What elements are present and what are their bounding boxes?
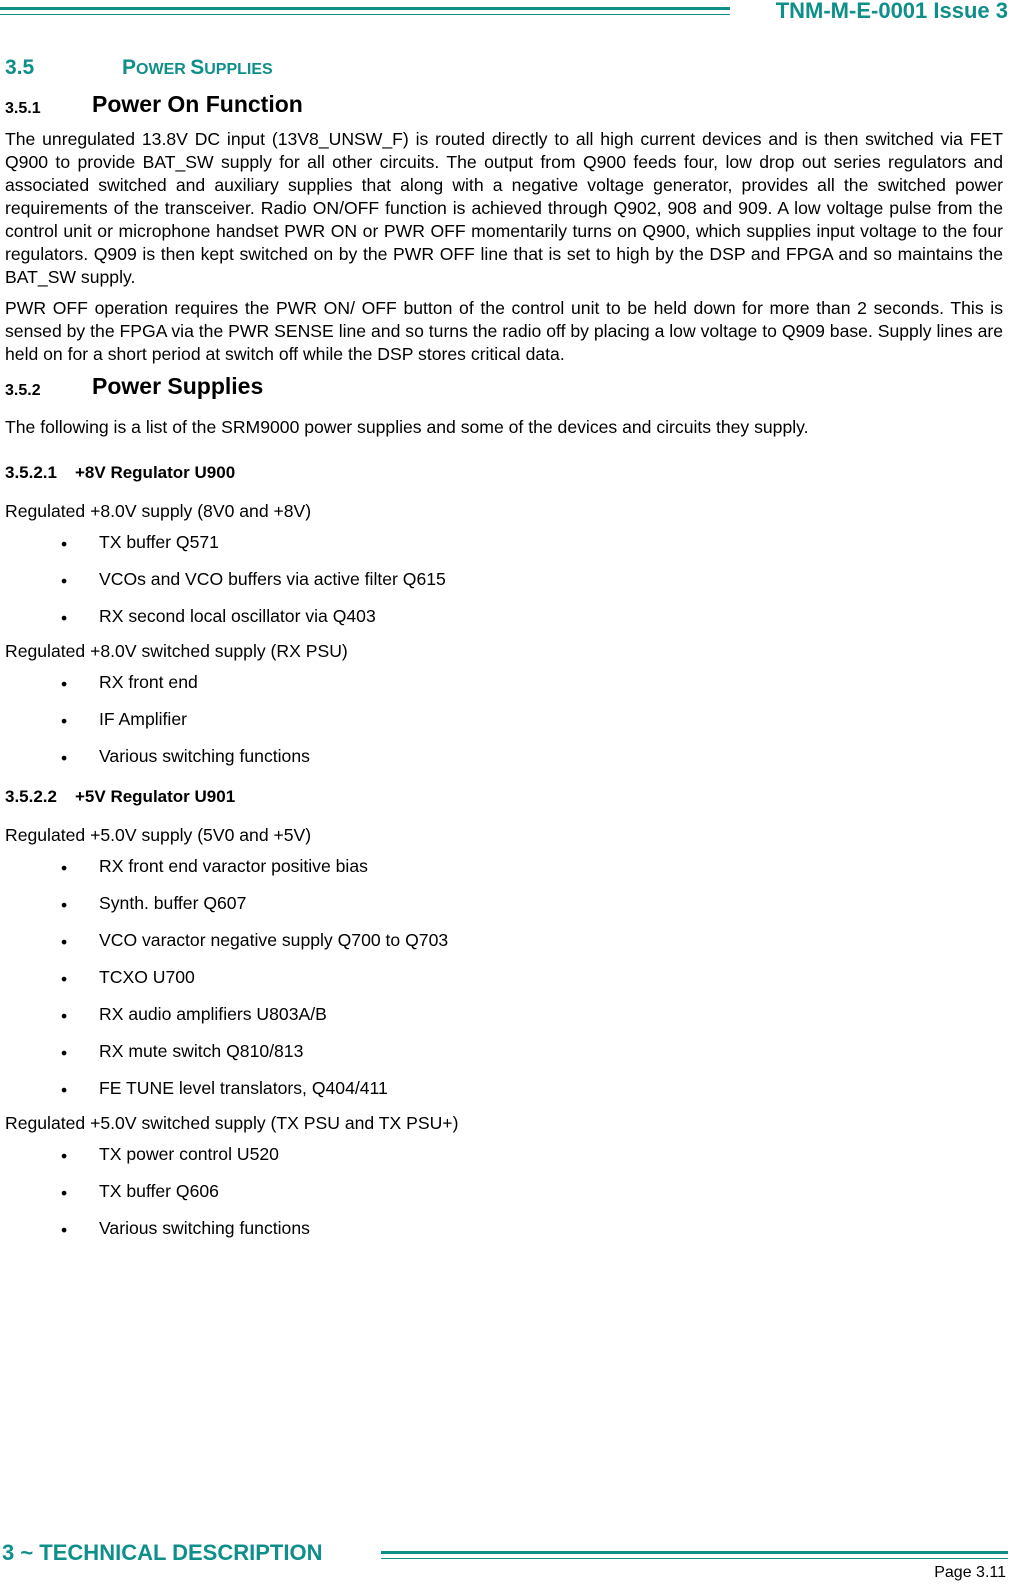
bullet: • xyxy=(61,1043,68,1063)
section-heading xyxy=(5,52,1003,88)
list-item-text: Various switching functions xyxy=(99,746,310,766)
list-item-text: VCOs and VCO buffers via active filter Q615 xyxy=(99,569,446,589)
list-item-text: TX buffer Q571 xyxy=(99,532,219,552)
list-item-text: Various switching functions xyxy=(99,1218,310,1238)
bullet-list xyxy=(5,532,1003,640)
bullet: • xyxy=(61,969,68,989)
bullet: • xyxy=(61,534,68,554)
page-content xyxy=(5,52,1003,1255)
bullet: • xyxy=(61,1006,68,1026)
list-item-text: RX second local oscillator via Q403 xyxy=(99,606,376,626)
bullet: • xyxy=(61,748,68,768)
chapter-title: 3 ~ TECHNICAL DESCRIPTION xyxy=(2,1540,323,1565)
list-item-text: RX audio amplifiers U803A/B xyxy=(99,1004,327,1024)
bullet: • xyxy=(61,674,68,694)
regulator-8v-heading: 3.5.2.1 +8V Regulator U900 xyxy=(5,463,236,482)
paragraph: The following is a list of the SRM9000 power supplies and some of the devices and circuits they supply. xyxy=(5,417,809,437)
paragraph: The unregulated 13.8V DC input (13V8_UNSW_F) is routed directly to all high current devices and is then switched via FET Q900 to provide BAT_SW supply for all other circuits. The output from Q900 feeds four, low drop out series regulators and associated switched and auxiliary supplies that along with a negative voltage generator, provides all the switched power requirements of the transceiver. Radio ON/OFF function is achieved through Q902, 908 and 909. A low voltage pulse from the control unit or microphone handset PWR ON or PWR OFF momentarily turns on Q900, which supplies input voltage to the four regulators. Q909 is then kept switched on by the PWR OFF line that is set to high by the DSP and FPGA and so maintains the BAT_SW supply. xyxy=(5,129,1003,287)
page-footer xyxy=(0,1540,1014,1584)
supply-label: Regulated +5.0V switched supply (TX PSU and TX PSU+) xyxy=(5,1113,459,1133)
bullet: • xyxy=(61,1220,68,1240)
list-item xyxy=(5,746,1003,783)
list-item-text: Synth. buffer Q607 xyxy=(99,893,247,913)
subsection-heading-power-on xyxy=(5,88,1003,128)
supply-label: Regulated +5.0V supply (5V0 and +5V) xyxy=(5,825,312,845)
subsection-number: 3.5.1 xyxy=(5,100,41,117)
list-item-text: RX front end varactor positive bias xyxy=(99,856,368,876)
bullet: • xyxy=(61,895,68,915)
list-item xyxy=(5,1078,1003,1112)
bullet: • xyxy=(61,608,68,628)
list-item xyxy=(5,930,1003,967)
bullet: • xyxy=(61,932,68,952)
paragraph: PWR OFF operation requires the PWR ON/ OFF button of the control unit to be held down for more than 2 seconds. This is sensed by the FPGA via the PWR SENSE line and so turns the radio off by placing a low voltage to Q909 base. Supply lines are held on for a short period at switch off while the DSP stores critical data. xyxy=(5,298,1003,364)
list-item xyxy=(5,1218,1003,1255)
list-item xyxy=(5,1004,1003,1041)
list-item-text: VCO varactor negative supply Q700 to Q703 xyxy=(99,930,449,950)
list-item xyxy=(5,1041,1003,1078)
list-item xyxy=(5,1181,1003,1218)
page-number: Page 3.11 xyxy=(934,1564,1006,1581)
list-item-text: TX power control U520 xyxy=(99,1144,279,1164)
section-title: POWER SUPPLIES xyxy=(122,56,273,79)
subsection-heading-power-supplies xyxy=(5,370,1003,410)
regulator-5v-heading: 3.5.2.2 +5V Regulator U901 xyxy=(5,787,236,806)
subsection-number: 3.5.2 xyxy=(5,382,41,399)
bullet: • xyxy=(61,1146,68,1166)
bullet: • xyxy=(61,1080,68,1100)
list-item xyxy=(5,967,1003,1004)
list-item-text: RX mute switch Q810/813 xyxy=(99,1041,304,1061)
document-id: TNM-M-E-0001 Issue 3 xyxy=(775,0,1008,23)
list-item-text: RX front end xyxy=(99,672,198,692)
supply-label: Regulated +8.0V switched supply (RX PSU) xyxy=(5,641,348,661)
list-item-text: TX buffer Q606 xyxy=(99,1181,219,1201)
subsection-title: Power Supplies xyxy=(92,373,264,399)
list-item xyxy=(5,856,1003,893)
bullet-list xyxy=(5,1144,1003,1255)
bullet-list xyxy=(5,672,1003,783)
list-item xyxy=(5,606,1003,640)
list-item xyxy=(5,569,1003,606)
list-item xyxy=(5,893,1003,930)
list-item-text: FE TUNE level translators, Q404/411 xyxy=(99,1078,388,1098)
bullet-list xyxy=(5,856,1003,1112)
bullet: • xyxy=(61,711,68,731)
footer-rule xyxy=(381,1551,1008,1559)
page-header xyxy=(0,0,1014,30)
list-item xyxy=(5,1144,1003,1181)
section-number: 3.5 xyxy=(5,56,35,79)
bullet: • xyxy=(61,571,68,591)
subsection-title: Power On Function xyxy=(92,91,303,117)
bullet: • xyxy=(61,1183,68,1203)
list-item xyxy=(5,709,1003,746)
bullet: • xyxy=(61,858,68,878)
list-item xyxy=(5,532,1003,569)
list-item-text: TCXO U700 xyxy=(99,967,195,987)
list-item-text: IF Amplifier xyxy=(99,709,187,729)
list-item xyxy=(5,672,1003,709)
supply-label: Regulated +8.0V supply (8V0 and +8V) xyxy=(5,501,312,521)
header-rule xyxy=(0,7,730,15)
